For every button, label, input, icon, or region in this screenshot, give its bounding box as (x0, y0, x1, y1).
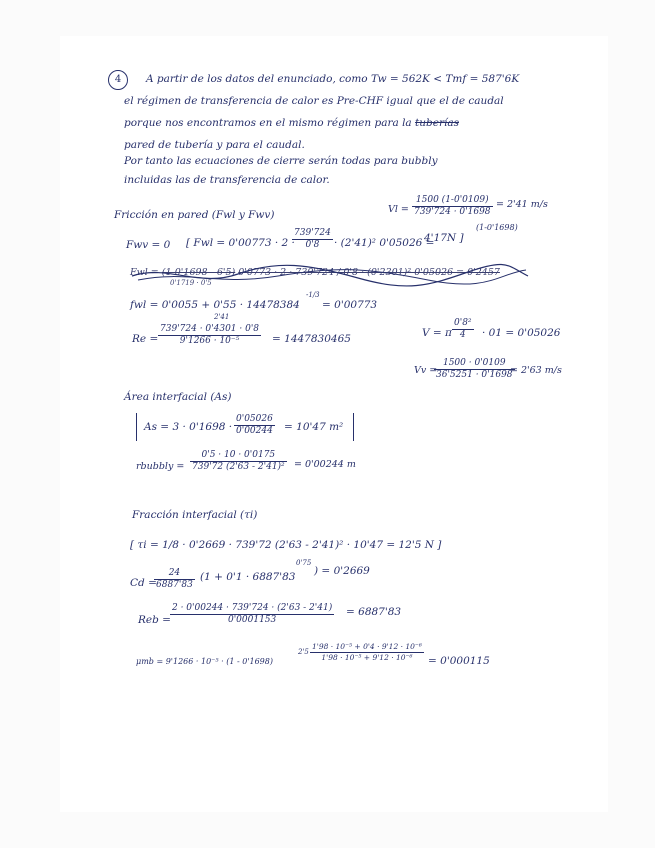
fwl-coef: fwl = 0'0055 + 0'55 · 14478384 (130, 299, 300, 311)
struck-fraction-den: 0'1719 · 0'5 (170, 279, 212, 287)
cd-numerator: 24 (154, 568, 195, 580)
v-denominator: 4 (459, 330, 466, 340)
mu-fraction (310, 642, 424, 662)
as-fraction (234, 414, 275, 437)
re-numerator: 739'724 · 0'4301 · 0'8 (160, 324, 260, 334)
re-label: Re = (132, 333, 159, 345)
re-denominator: 9'1266 · 10⁻⁵ (179, 336, 240, 346)
intro-line-4: pared de tubería y para el caudal. (124, 139, 305, 151)
fwl-numerator: 739'724 (294, 228, 331, 238)
vl-denominator: 739'724 · 0'1698 (414, 207, 491, 217)
area-heading: Área interfacial (As) (124, 391, 232, 403)
scribble-strikeout (128, 262, 533, 288)
as-result: = 10'47 m² (284, 421, 344, 433)
rb-label: rbubbly = (136, 461, 185, 472)
fwl-denominator: 0'8 (305, 240, 320, 250)
fwl-equation-start: [ Fwl = 0'00773 · 2 · (186, 237, 295, 249)
vv-fraction (434, 358, 515, 381)
struck-label: Fwl = (130, 267, 159, 278)
v-tail: · 01 = 0'05026 (482, 327, 561, 339)
re-fraction (158, 324, 261, 347)
as-numerator: 0'05026 (236, 414, 273, 424)
fwl-equation-tail: · (2'41)² 0'05026 = (334, 237, 435, 249)
cd-denominator: 6887'83 (156, 580, 193, 590)
intro-line-3-text: porque nos encontramos en el mismo régimen para la (124, 117, 412, 129)
intro-line-2: el régimen de transferencia de calor es Pre-CHF igual que el de caudal (124, 95, 504, 107)
reb-numerator: 2 · 0'00244 · 739'724 · (2'63 - 2'41) (172, 603, 333, 613)
friction-heading: Fricción en pared (Fwl y Fwv) (114, 209, 275, 221)
vv-denominator: 36'5251 · 0'1698 (436, 370, 513, 380)
v-numerator: 0'8² (454, 318, 472, 328)
re-result: = 1447830465 (272, 333, 351, 345)
mu-denominator: 1'98 · 10⁻⁵ + 9'12 · 10⁻⁶ (321, 652, 413, 662)
rb-fraction (190, 450, 287, 473)
intro-line-3 (124, 118, 459, 129)
as-label: As = 3 · 0'1698 · (144, 421, 233, 433)
rb-denominator: 739'72 (2'63 - 2'41)² (192, 462, 285, 472)
rb-numerator: 0'5 · 10 · 0'0175 (190, 450, 287, 462)
reb-result: = 6887'83 (346, 606, 402, 618)
intro-line-6: incluidas las de transferencia de calor. (124, 174, 330, 186)
mu-label: μmb = 9'1266 · 10⁻⁵ · (1 - 0'1698) (136, 657, 273, 666)
v-label: V = π (422, 327, 452, 339)
fwl-coef-exp: -1/3 (306, 291, 320, 299)
intro-line-3-struck: tuberías (415, 117, 459, 129)
v-fraction (452, 318, 474, 341)
vl-numerator: 1500 (1-0'0109) (412, 195, 493, 207)
vl-label: Vl = (388, 204, 409, 215)
vl-fraction (412, 195, 493, 218)
force-heading: Fracción interfacial (τi) (132, 509, 258, 521)
struck-fraction-num: (1-0'1698 - 6'5) (161, 267, 236, 278)
cd-label: Cd = (130, 577, 157, 589)
struck-tail: 0'0773 · 2 · 739'724 / 0'8 · (0'2301)² 0'05026 = 0'2457 (238, 267, 500, 278)
reb-label: Reb = (138, 614, 171, 626)
as-denominator: 0'00244 (236, 426, 273, 436)
reb-fraction (170, 603, 334, 626)
cd-result: ) = 0'2669 (314, 565, 370, 577)
vl-result: = 2'41 m/s (496, 199, 548, 210)
mu-numerator: 1'98 · 10⁻⁵ + 0'4 · 9'12 · 10⁻⁶ (312, 642, 422, 651)
cd-fraction (154, 568, 195, 591)
tau-equation: [ τi = 1/8 · 0'2669 · 739'72 (2'63 - 2'41)² · 10'47 = 12'5 N ] (130, 539, 442, 551)
re-numerator-top: 2'41 (214, 313, 230, 321)
vl-denominator-b: (1-0'1698) (476, 223, 518, 232)
fwl-coef-result: = 0'00773 (322, 299, 378, 311)
problem-number: 4 (108, 70, 128, 90)
mu-exponent: 2'5 (298, 648, 309, 656)
vv-numerator: 1500 · 0'0109 (434, 358, 515, 370)
rb-result: = 0'00244 m (294, 459, 356, 470)
fwv-equation: Fwv = 0 (126, 239, 171, 251)
fwl-result: 4'17N ] (424, 232, 464, 244)
cd-tail: (1 + 0'1 · 6887'83 (200, 571, 296, 583)
fwl-fraction (292, 228, 333, 251)
mu-result: = 0'000115 (428, 655, 490, 667)
vv-label: Vv = (414, 365, 438, 376)
intro-line-1: A partir de los datos del enunciado, como Tw = 562K < Tmf = 587'6K (146, 73, 520, 85)
vv-result: = 2'63 m/s (510, 365, 562, 376)
intro-line-5: Por tanto las ecuaciones de cierre serán todas para bubbly (124, 155, 438, 167)
cd-exponent: 0'75 (296, 559, 312, 567)
reb-denominator: 0'0001153 (227, 615, 277, 625)
